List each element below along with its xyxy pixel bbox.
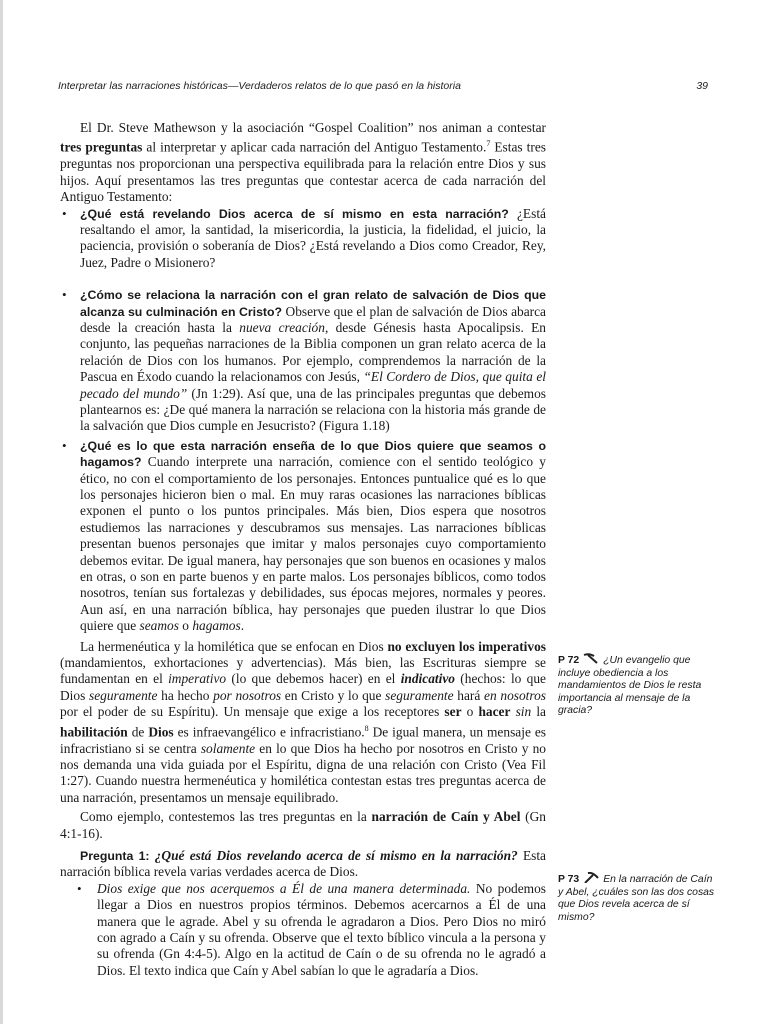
pregunta-1-points <box>60 881 546 979</box>
pregunta-1-question: ¿Qué está Dios revelando acerca de sí mismo en la narración? <box>154 848 518 863</box>
question-3-heading: ¿Qué es lo que esta narración enseña de lo que Dios quiere que seamos o hagamos? <box>80 438 546 470</box>
sidenote-p73-text: En la narración de Caín y Abel, ¿cuáles son las dos cosas que Dios revela acerca de sí mismo? <box>558 874 715 923</box>
pregunta-1-label: Pregunta 1: <box>80 849 150 863</box>
question-3-item: • ¿Qué es lo que esta narración enseña de lo que Dios quiere que seamos o hagamos? Cuando interprete una narración, comience con el sentido teológico y ético, no con el comportamiento de los personajes. Entonces puntualice qué es lo que los personajes hicieron bien o mal. En muy raras ocasiones las narraciones bíblicas exponen el punto o los puntos principales. Más bien, Dios espera que nosotros estudiemos las narraciones y descubramos sus mensajes. Las narraciones bíblicas presentan buenos personajes que imitar y malos personajes cuyo comportamiento debemos evitar. De igual manera, hay personajes que son buenos en ocasiones y malos en otras, o son en parte buenos y en parte malos. Los personajes bíblicos, como todos nosotros, tenían sus fortalezas y debilidades, sus épocas mejores, normales y peores. Aun así, en una narración bíblica, hay personajes que pueden ilustrar lo que Dios quiere que seamos o hagamos. <box>60 438 546 635</box>
point-1-item: • Dios exige que nos acerquemos a Él de una manera determinada. No podemos llegar a Dios en nuestros propios términos. Debemos acercarnos a Él de una manera que le agrade. Abel y su ofrenda le agradaron a Dios. Pero Dios no miró con agrado a Caín y su ofrenda. Observe que el texto bíblico vincula a la persona y su ofrenda (Gn 4:4-5). Algo en la actitud de Caín o de su ofrenda no le agradó a Dios. El texto indica que Caín y Abel sabían lo que le agradaría a Dios. <box>60 881 546 979</box>
hermeneutics-paragraph: La hermenéutica y la homilética que se enfocan en Dios no excluyen los imperativos (mandamientos, exhortaciones y advertencias). Más bien, las Escrituras siempre se fundamentan en el imperativo (lo que debemos hacer) en el indicativo (hechos: lo que Dios seguramente ha hecho por nosotros en Cristo y lo que seguramente hará en nosotros por el poder de su Espíritu). Un mensaje que exige a los receptores ser o hacer sin la habilitación de Dios es infraevangélico e infracristiano.$^8$ De igual manera, un mensaje es infracristiano si se centra solamente en lo que Dios ha hecho por nosotros en Cristo y no nos demanda una vida guiada por el Espíritu, digna de una relación con Cristo (Vea Fil 1:27). Cuando nuestra hermenéutica y homilética contestan estas tres preguntas acerca de una narración, presentamos un mensaje equilibrado. <box>60 638 547 805</box>
pickaxe-icon <box>583 872 599 883</box>
footnote-ref-7: 7 <box>486 139 491 149</box>
bible-quote: “El Cordero de Dios, que quita el pecado del mundo” <box>80 369 546 401</box>
pregunta-1-paragraph: Pregunta 1: ¿Qué está Dios revelando acerca de sí mismo en la narración? Esta narración bíblica revela varias verdades acerca de Dios. <box>60 848 546 880</box>
sidenote-p72-text: ¿Un evangelio que incluye obediencia a los mandamientos de Dios le resta importancia al mensaje de la gracia? <box>558 655 702 717</box>
footnote-ref-8: 8 <box>364 723 369 733</box>
sidenote-p72 <box>558 653 718 718</box>
question-2-heading: ¿Cómo se relaciona la narración con el gran relato de salvación de Dios que alcanza su culminación en Cristo? <box>80 288 546 319</box>
emphasis-three-questions: tres preguntas <box>60 139 143 155</box>
question-1-item: • ¿Qué está revelando Dios acerca de sí mismo en esta narración? ¿Está resaltando el amor, la santidad, la misericordia, la justicia, la fidelidad, el juicio, la paciencia, provisión o soberanía de Dios? ¿Está revelando a Dios como Creador, Rey, Juez, Padre o Misionero? <box>60 206 546 272</box>
running-header-title: Interpretar las narraciones históricas—Verdaderos relatos de lo que pasó en la historia <box>58 80 461 92</box>
running-header <box>58 80 708 96</box>
intro-paragraph: El Dr. Steve Mathewson y la asociación “Gospel Coalition” nos animan a contestar tres preguntas al interpretar y aplicar cada narración del Antiguo Testamento.$^7$ Estas tres preguntas nos proporcionan una perspectiva equilibrada para la relación entre Dios y sus hijos. Aquí presentamos las tres preguntas que contestar acerca de cada narración del Antiguo Testamento: <box>60 120 547 205</box>
sidenote-p73 <box>558 872 718 924</box>
pickaxe-icon <box>583 653 599 664</box>
page-number: 39 <box>696 80 708 92</box>
page-edge <box>0 0 3 1024</box>
question-1-heading: ¿Qué está revelando Dios acerca de sí mismo en esta narración? <box>80 206 509 221</box>
sidenote-p73-ref: P 73 <box>558 874 580 885</box>
sidenote-p72-ref: P 72 <box>558 655 580 666</box>
three-questions-list <box>60 206 546 635</box>
main-text <box>60 120 546 979</box>
example-paragraph: Como ejemplo, contestemos las tres preguntas en la narración de Caín y Abel (Gn 4:1-16). <box>60 809 546 841</box>
question-2-item: • ¿Cómo se relaciona la narración con el gran relato de salvación de Dios que alcanza su culminación en Cristo? Observe que el plan de salvación de Dios abarca desde la creación hasta la nueva creación, desde Génesis hasta Apocalipsis. En conjunto, las pequeñas narraciones de la Biblia componen un gran relato acerca de la relación de Dios con los humanos. Por ejemplo, comprendemos la narración de la Pascua en Éxodo cuando la relacionamos con Jesús, “El Cordero de Dios, que quita el pecado del mundo” (Jn 1:29). Así que, una de las principales preguntas que debemos plantearnos es: ¿De qué manera la narración se relaciona con la historia más grande de la salvación que Dios cumple en Jesucristo? (Figura 1.18) <box>60 287 546 435</box>
